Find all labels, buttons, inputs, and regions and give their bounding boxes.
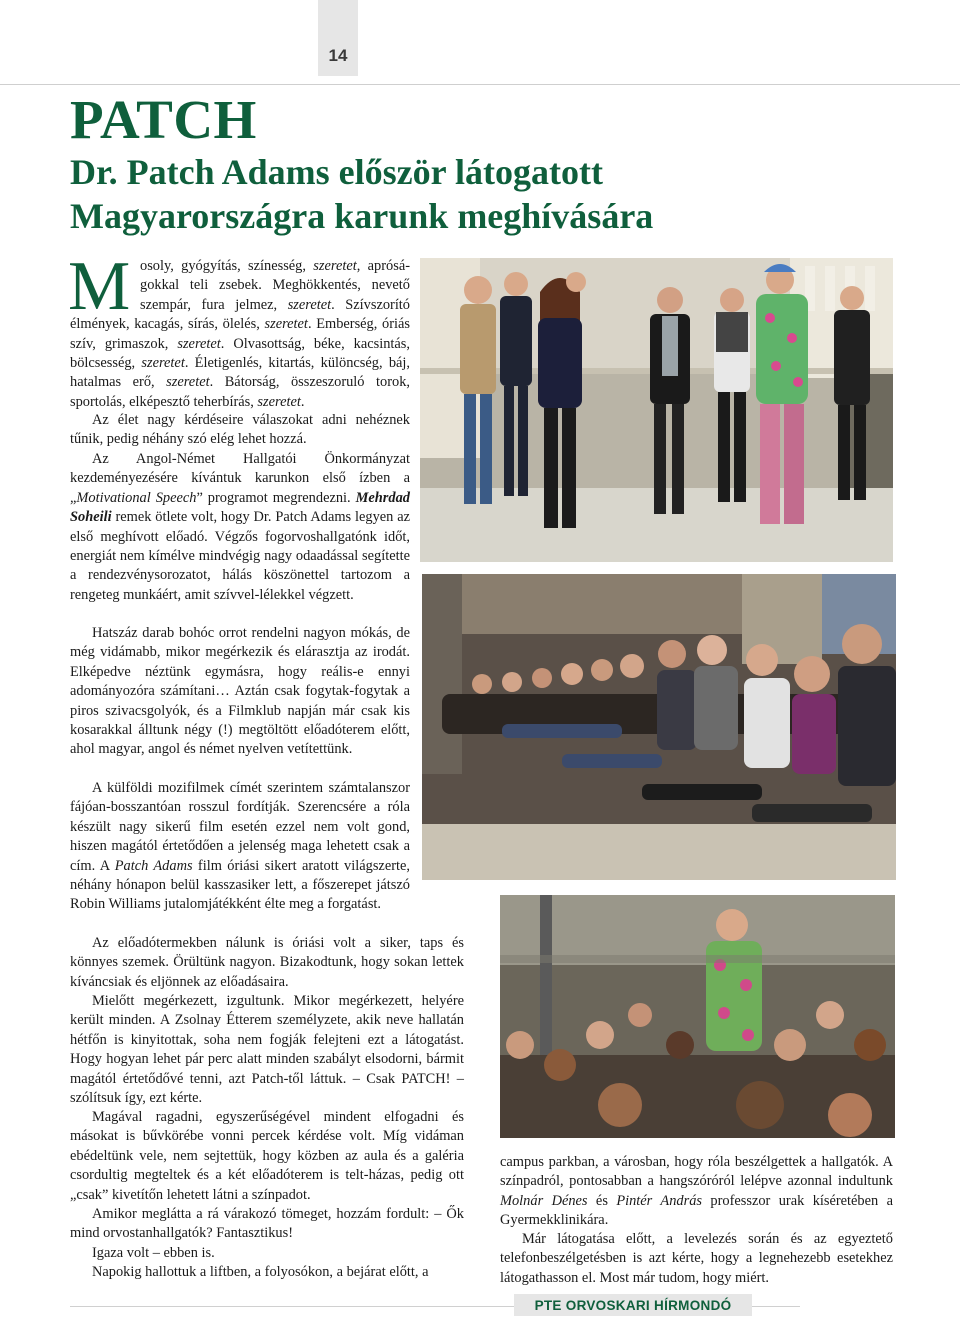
- photo-audience: [422, 574, 896, 880]
- drop-cap: M: [68, 248, 131, 325]
- paragraph-5: A külföldi mozifilmek címét szerintem számtalanszor fájóan-bosszantóan rosszul fordítják. Szerencsére a róla készült nagy sikerű film esetén ezzel nem volt gond, hiszen magától értetődően a jelenség maga lehetett csak a cím. A Patch Adams film óriási sikert aratott világszerte, néhány hónapon belül kasszasiker lett, a főszerepet játszó Robin Williams jutalomjátékként élte meg a forgatást.: [70, 780, 410, 913]
- section-kicker: PATCH: [70, 89, 257, 150]
- right-paragraph-2: Már látogatása előtt, a levelezés során és az egyeztető telefonbeszélgetésben is azt kérte, hogy a legnehezebb esetekhez látogathasson el. Most már tudom, hogy miért.: [500, 1231, 893, 1286]
- page-number-box: [318, 0, 358, 76]
- paragraph-4: Hatszáz darab bohóc orrot rendelni nagyon mókás, de még vidámabb, mikor megérkezik és elárasztja az irodát. Elképedve néztünk egymásra, hogy reális-e ennyi adományozóra számítani… Aztán csak fogytak-fogytak a piros szivacsgolyók, és a Filmklub napján már csak kis kosarakkal álltunk négy (!) megtöltött előadóterem előtt, ahol magyar, angol és német nyelven vetítettünk.: [70, 625, 410, 758]
- paragraph-10: Igaza volt – ebben is.: [92, 1245, 215, 1261]
- paragraph-intro: osoly, gyógyítás, színesség, szeretet, aprósá-gokkal teli zsebek. Meghökkentés, nevető szempár, fura jelmez, szeretet. Szívszorító élmények, kacagás, sírás, ölelés, szeretet. Emberség, óriás szív, grimaszok, szeretet. Olvasottság, béke, kacsintás, bölcsesség, szeretet. Életigenlés, kitartás, különcség, báj, hatalmas erő, szeretet. Bátorság, összeszoruló torok, sportolás, elképesztő teherbírás, szeretet.: [70, 258, 411, 410]
- right-paragraph-1: campus parkban, a városban, hogy róla beszélgettek a hallgatók. A színpadról, pontosabban a hangszóróról lelépve azonnal indultunk Molnár Dénes és Pintér András professzor urak kíséretében a Gyermekklinikára.: [500, 1154, 893, 1229]
- paragraph-8: Magával ragadni, egyszerűségével mindent elfogadni és másokat is bűvkörébe vonni percek kérdése volt. Míg vidáman ebédeltünk vele, nem sejtettük, hogy közben az aula és a galéria csordultig megteltek és a két előadóterem is telt-házas, pedig ott „csak” kivetítőn lehetett látni a színpadot.: [70, 1109, 464, 1203]
- header-rule: [0, 84, 960, 85]
- paragraph-2: Az élet nagy kérdéseire válaszokat adni nehéznek tűnik, pedig néhány szó elég lehet hozzá.: [70, 412, 410, 448]
- paragraph-7: Mielőtt megérkezett, izgultunk. Mikor megérkezett, helyére került minden. A Zsolnay Étterem személyzete, akik neve hallatán hétfőn is kinyitottak, soha nem fogják felejteni ezt a látogatást. Hogy hogyan lehet pár perc alatt minden szabályt elsodorni, bármit magától értetődővé tenni, azt Patch-től láttuk. – Csak PATCH! – szólítsuk így, ezt kérte.: [70, 993, 464, 1107]
- article-headline: Dr. Patch Adams először látogatott Magyarországra karunk meghívására: [70, 152, 654, 236]
- photo-group-outdoors: [420, 258, 893, 562]
- footer-box: [514, 1294, 752, 1316]
- paragraph-6: Az előadótermekben nálunk is óriási volt a siker, taps és könnyes szemek. Örültünk nagyon. Bizakodtunk, hogy sokan lettek kíváncsiak és eljönnek az előadásaira.: [70, 935, 464, 990]
- paragraph-11: Napokig hallottuk a liftben, a folyosókon, a bejárat előtt, a: [92, 1264, 429, 1280]
- page-number: 14: [328, 46, 348, 65]
- publication-name: PTE ORVOSKARI HÍRMONDÓ: [534, 1297, 732, 1313]
- paragraph-3: Az Angol-Német Hallgatói Önkormányzat kezdeményezésére kívántuk karunkon első ízben a „Motivational Speech” programot megrendezni. Mehrdad Soheili remek ötlete volt, hogy Dr. Patch Adams legyen az első meghívott előadó. Végzős fogorvoshallgatónk időt, energiát nem kímélve mindvégig nagy odaadással segítette a rendezvénysorozatot, hálás köszönettel tartozom a rengeteg munkáért, amit szívvel-lélekkel végzett.: [70, 451, 410, 603]
- photo-patch-speaking: [500, 895, 895, 1138]
- paragraph-9: Amikor meglátta a rá várakozó tömeget, hozzám fordult: – Ők mind orvostanhallgatók? Fantasztikus!: [70, 1206, 464, 1242]
